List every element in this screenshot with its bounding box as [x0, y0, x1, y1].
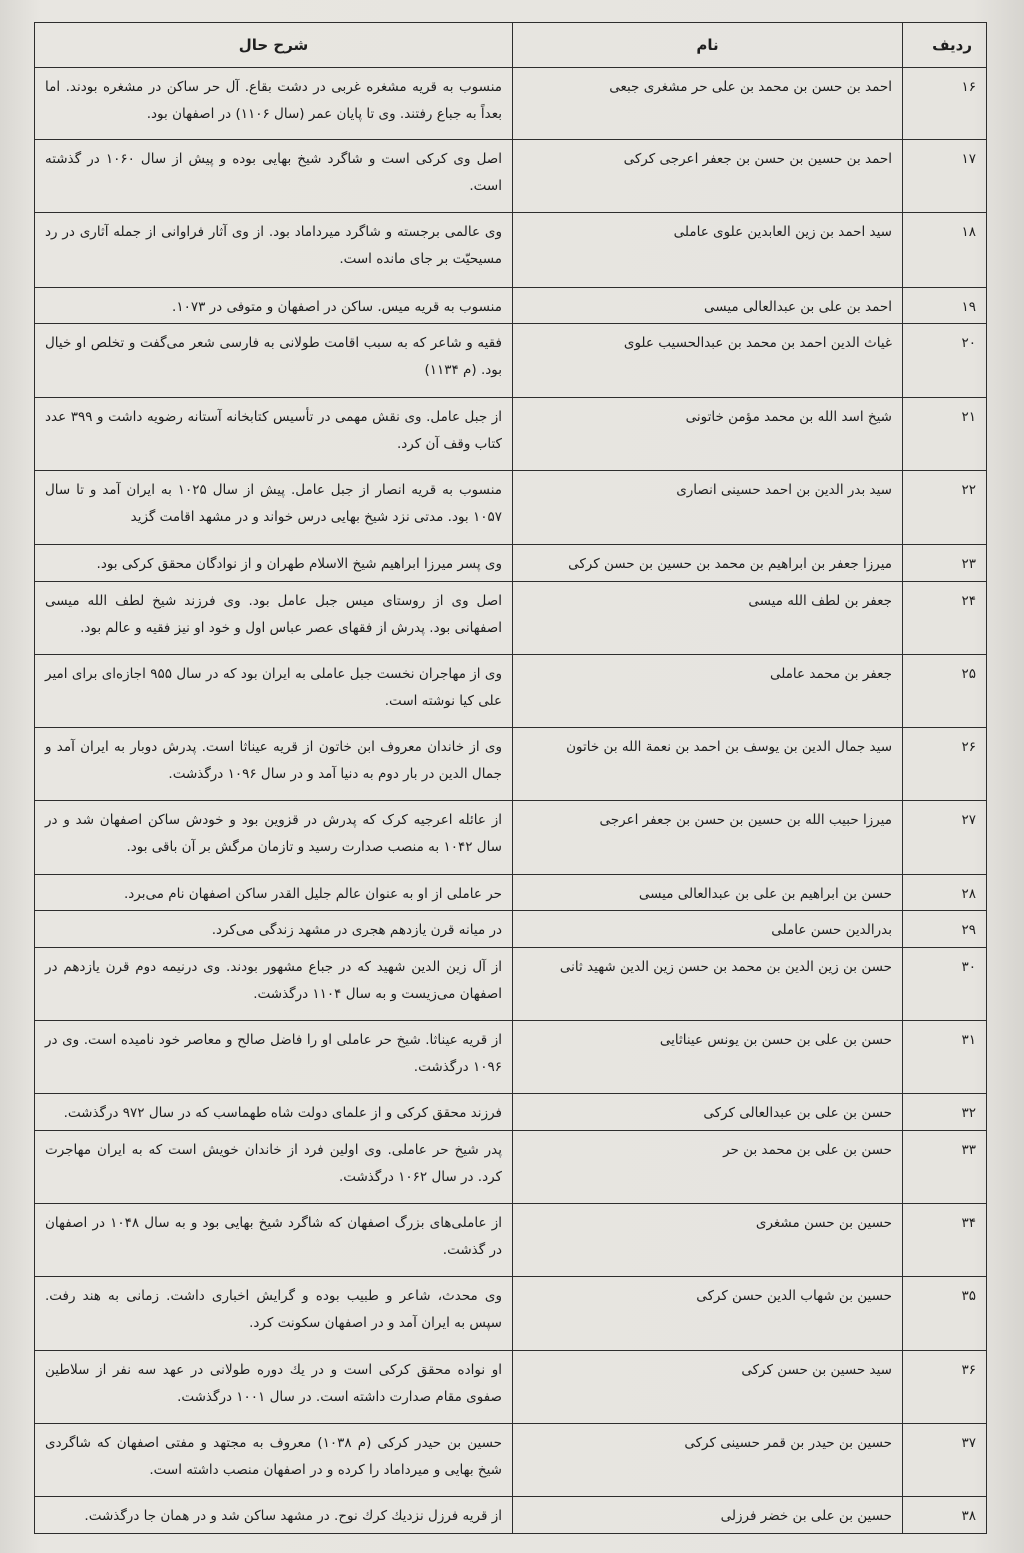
table-row [35, 1130, 987, 1203]
table-row [35, 213, 987, 287]
person-name: سید احمد بن زین العابدین علوی عاملی [513, 213, 903, 287]
person-name: احمد بن حسن بن محمد بن علی حر مشغری جبعی [513, 68, 903, 140]
row-number: ۳۳ [903, 1130, 987, 1203]
row-number: ۳۴ [903, 1204, 987, 1277]
table-row [35, 1021, 987, 1094]
biography-text: از آل زین الدین شهید که در جباع مشهور بودند. وی درنیمه دوم قرن یازدهم در اصفهان می‌زیست و به سال ۱۱۰۴ درگذشت. [35, 947, 513, 1020]
person-name: احمد بن علی بن عبدالعالی میسی [513, 287, 903, 324]
biography-text: وی از خاندان معروف ابن خاتون از قریه عیناثا است. پدرش دوبار به ایران آمد و جمال الدین در بار دوم به دنیا آمد و در سال ۱۰۹۶ درگذشت. [35, 728, 513, 801]
person-name: حسین بن حیدر بن قمر حسینی کرکی [513, 1423, 903, 1496]
biography-table [34, 22, 987, 1534]
person-name: سید بدر الدین بن احمد حسینی انصاری [513, 470, 903, 544]
row-number: ۲۶ [903, 728, 987, 801]
row-number: ۲۷ [903, 801, 987, 874]
row-number: ۲۵ [903, 654, 987, 727]
biography-text: وی پسر میرزا ابراهیم شیخ الاسلام طهران و از نوادگان محقق کرکی بود. [35, 545, 513, 582]
row-number: ۲۹ [903, 911, 987, 948]
person-name: حسن بن علی بن محمد بن حر [513, 1130, 903, 1203]
row-number: ۲۸ [903, 874, 987, 911]
row-number: ۳۵ [903, 1277, 987, 1350]
person-name: میرزا حبیب الله بن حسین بن حسن بن جعفر اعرجی [513, 801, 903, 874]
biography-text: از قریه فرزل نزدیك کرك نوح. در مشهد ساکن شد و در همان جا درگذشت. [35, 1497, 513, 1534]
row-number: ۲۰ [903, 324, 987, 397]
biography-text: منسوب به قریه مشغره غربی در دشت بقاع. آل حر ساکن در مشغره بودند. اما بعداً به جباع رفتند. وی تا پایان عمر (سال ۱۱۰۶) در اصفهان بود. [35, 68, 513, 140]
table-row [35, 874, 987, 911]
biography-text: حسین بن حیدر کرکی (م ۱۰۳۸) معروف به مجتهد و مفتی اصفهان که شاگردی شیخ بهایی و میرداماد را کرده و در اصفهان منصب داشته است. [35, 1423, 513, 1496]
person-name: جعفر بن محمد عاملی [513, 654, 903, 727]
table-row [35, 324, 987, 397]
row-number: ۲۴ [903, 581, 987, 654]
table-row [35, 728, 987, 801]
biography-text: وی عالمی برجسته و شاگرد میرداماد بود. از وی آثار فراوانی از جمله آثاری در رد مسیحیّت بر جای مانده است. [35, 213, 513, 287]
row-number: ۲۲ [903, 470, 987, 544]
person-name: غیاث الدین احمد بن محمد بن عبدالحسیب علوی [513, 324, 903, 397]
row-number: ۳۱ [903, 1021, 987, 1094]
table-row [35, 140, 987, 213]
biography-text: وی محدث، شاعر و طبیب بوده و گرایش اخباری داشت. زمانی به هند رفت. سپس به ایران آمد و در اصفهان سکونت کرد. [35, 1277, 513, 1350]
biography-text: از عائله اعرجیه کرک که پدرش در قزوین بود و خودش ساکن اصفهان شد و در سال ۱۰۴۲ به منصب صدارت رسید و تا‌زمان مرگش بر آن باقی بود. [35, 801, 513, 874]
table-row [35, 287, 987, 324]
header-row-number: ردیف [903, 23, 987, 68]
table-row [35, 1277, 987, 1350]
row-number: ۱۸ [903, 213, 987, 287]
biography-text: پدر شیخ حر عاملی. وی اولین فرد از خاندان خویش است که به ایران مهاجرت کرد. در سال ۱۰۶۲ درگذشت. [35, 1130, 513, 1203]
person-name: شیخ اسد الله بن محمد مؤمن خاتونی [513, 397, 903, 470]
biography-text: منسوب به قریه انصار از جبل عامل. پیش از سال ۱۰۲۵ به ایران آمد و تا سال ۱۰۵۷ بود. مدتی نزد شیخ بهایی درس خواند و در مشهد اقامت گزید [35, 470, 513, 544]
table-row [35, 1350, 987, 1423]
row-number: ۱۹ [903, 287, 987, 324]
person-name: حسین بن حسن مشغری [513, 1204, 903, 1277]
person-name: میرزا جعفر بن ابراهیم بن محمد بن حسین بن حسن کرکی [513, 545, 903, 582]
table-row [35, 654, 987, 727]
table-row [35, 1094, 987, 1131]
biography-text: اصل وی کرکی است و شاگرد شیخ بهایی بوده و پیش از سال ۱۰۶۰ در گذشته است. [35, 140, 513, 213]
table-header-row [35, 23, 987, 68]
biography-text: حر عاملی از او به عنوان عالم جلیل القدر ساکن اصفهان نام می‌برد. [35, 874, 513, 911]
biography-text: از قریه عیناثا. شیخ حر عاملی او را فاضل صالح و معاصر خود نامیده است. وی در ۱۰۹۶ درگذشت. [35, 1021, 513, 1094]
person-name: حسن بن علی بن عبدالعالی کرکی [513, 1094, 903, 1131]
biography-text: فرزند محقق کرکی و از علمای دولت شاه طهماسب که در سال ۹۷۲ درگذشت. [35, 1094, 513, 1131]
biography-text: در میانه قرن یازدهم هجری در مشهد زندگی می‌کرد. [35, 911, 513, 948]
table-row [35, 1497, 987, 1534]
header-name: نام [513, 23, 903, 68]
person-name: احمد بن حسین بن حسن بن جعفر اعرجی کرکی [513, 140, 903, 213]
person-name: سید حسین بن حسن کرکی [513, 1350, 903, 1423]
row-number: ۱۶ [903, 68, 987, 140]
row-number: ۲۳ [903, 545, 987, 582]
person-name: بدرالدین حسن عاملی [513, 911, 903, 948]
biography-text: منسوب به قریه میس. ساکن در اصفهان و متوفی در ۱۰۷۳. [35, 287, 513, 324]
row-number: ۳۸ [903, 1497, 987, 1534]
row-number: ۳۲ [903, 1094, 987, 1131]
row-number: ۱۷ [903, 140, 987, 213]
person-name: جعفر بن لطف الله میسی [513, 581, 903, 654]
table-row [35, 1204, 987, 1277]
person-name: حسن بن زین الدین بن محمد بن حسن زین الدین شهید ثانی [513, 947, 903, 1020]
table-row [35, 801, 987, 874]
table-row [35, 397, 987, 470]
biography-text: از جبل عامل. وی نقش مهمی در تأسیس کتابخانه آستانه رضویه داشت و ۳۹۹ عدد کتاب وقف آن کرد. [35, 397, 513, 470]
table-row [35, 1423, 987, 1496]
table-body [35, 68, 987, 1534]
table-row [35, 545, 987, 582]
biography-text: وی از مهاجران نخست جبل عاملی به ایران بود که در سال ۹۵۵ اجازه‌ای برای امیر علی کیا نوشته است. [35, 654, 513, 727]
table-row [35, 581, 987, 654]
person-name: حسن بن علی بن حسن بن یونس عیناثایی [513, 1021, 903, 1094]
person-name: حسین بن علی بن خضر فرزلی [513, 1497, 903, 1534]
row-number: ۳۷ [903, 1423, 987, 1496]
biography-text: فقیه و شاعر که به سبب اقامت طولانی به فارسی شعر می‌گفت و تخلص او خیال بود. (م ۱۱۳۴) [35, 324, 513, 397]
table-row [35, 911, 987, 948]
row-number: ۲۱ [903, 397, 987, 470]
header-biography: شرح حال [35, 23, 513, 68]
table-row [35, 68, 987, 140]
person-name: حسن بن ابراهیم بن علی بن عبدالعالی میسی [513, 874, 903, 911]
person-name: حسین بن شهاب الدین حسن کرکی [513, 1277, 903, 1350]
biography-text: از عاملی‌های بزرگ اصفهان که شاگرد شیخ بهایی بود و به سال ۱۰۴۸ در اصفهان در گذشت. [35, 1204, 513, 1277]
row-number: ۳۰ [903, 947, 987, 1020]
table-row [35, 947, 987, 1020]
row-number: ۳۶ [903, 1350, 987, 1423]
table-row [35, 470, 987, 544]
person-name: سید جمال الدین بن یوسف بن احمد بن نعمة الله بن خاتون [513, 728, 903, 801]
biography-text: اصل وی از روستای میس جبل عامل بود. وی فرزند شیخ لطف الله میسی اصفهانی بود. پدرش از فقهای عصر عباس اول و خود او نیز فقیه و عالم بود. [35, 581, 513, 654]
biography-text: او نواده محقق کرکی است و در یك دوره طولانی در عهد سه نفر از سلاطین صفوی مقام صدارت داشته است. در سال ۱۰۰۱ درگذشت. [35, 1350, 513, 1423]
